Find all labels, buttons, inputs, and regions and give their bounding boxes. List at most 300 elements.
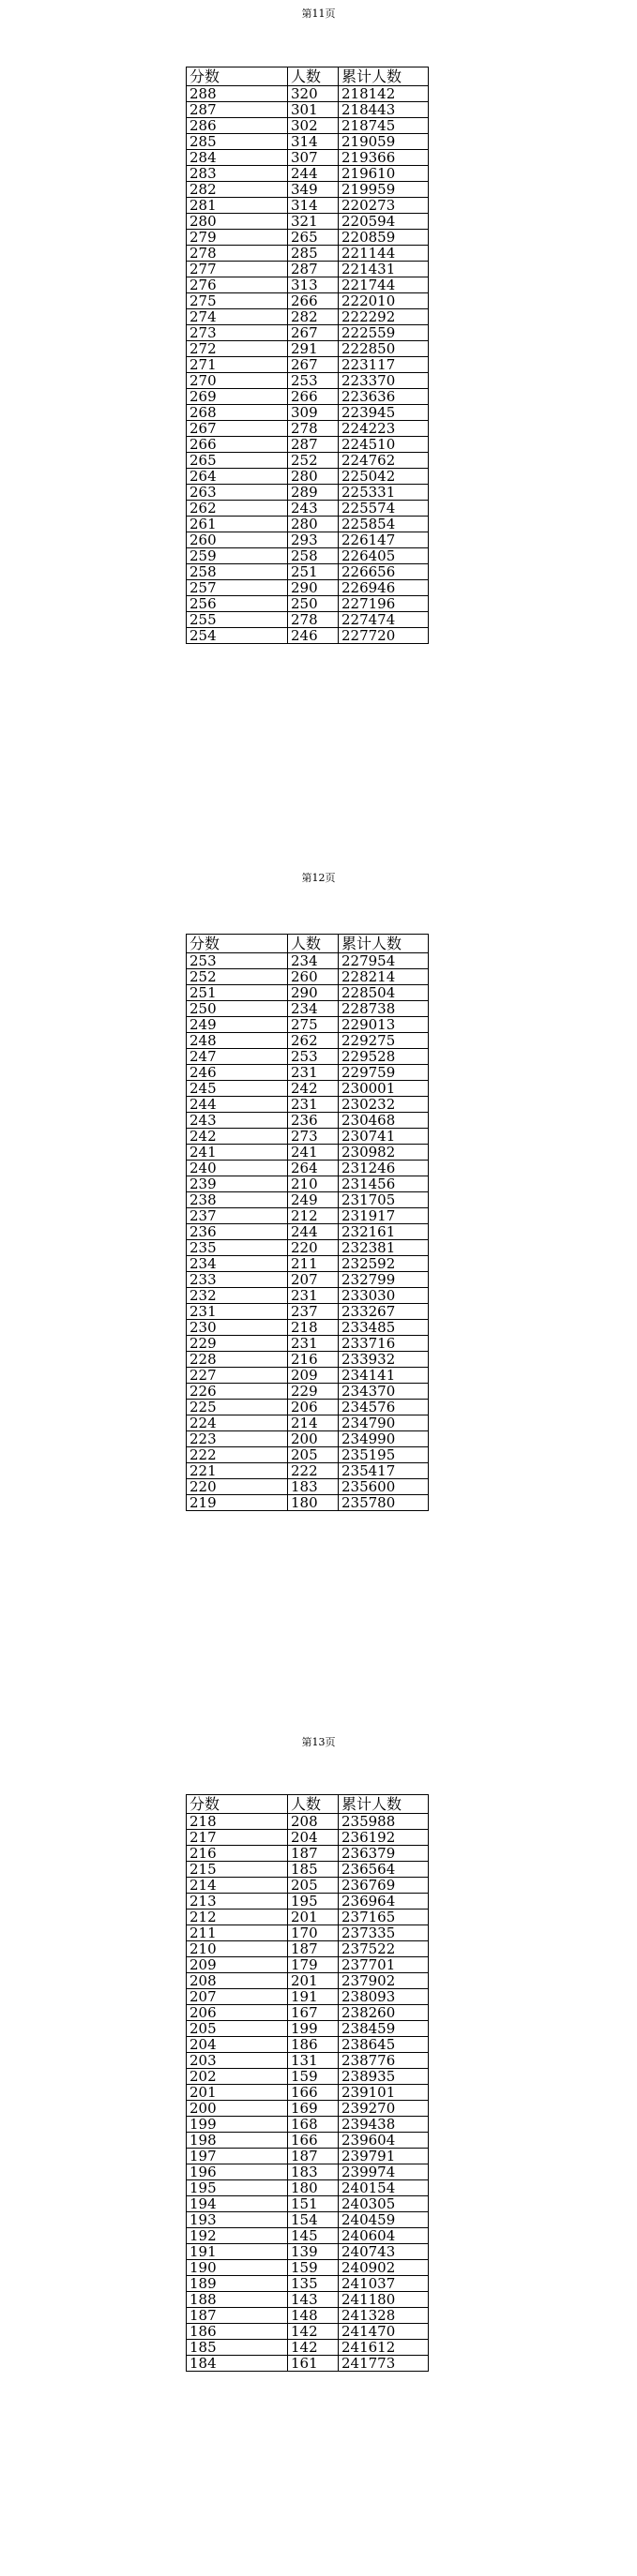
cell-count: 293	[288, 532, 339, 548]
cell-cumulative: 233716	[339, 1336, 429, 1352]
cell-score: 210	[187, 1941, 288, 1957]
cell-cumulative: 222559	[339, 325, 429, 341]
cell-score: 275	[187, 293, 288, 309]
table-row	[187, 580, 429, 596]
cell-cumulative: 222010	[339, 293, 429, 309]
cell-cumulative: 223636	[339, 389, 429, 405]
cell-score: 280	[187, 214, 288, 230]
cell-count: 169	[288, 2101, 339, 2117]
cell-score: 221	[187, 1463, 288, 1479]
score-table	[186, 67, 429, 644]
table-row	[187, 1097, 429, 1113]
cell-cumulative: 220594	[339, 214, 429, 230]
cell-count: 285	[288, 246, 339, 262]
cell-score: 237	[187, 1208, 288, 1224]
table-row	[187, 341, 429, 357]
cell-count: 301	[288, 102, 339, 118]
cell-cumulative: 225854	[339, 517, 429, 532]
cell-cumulative: 234141	[339, 1368, 429, 1384]
cell-count: 187	[288, 1846, 339, 1862]
cell-score: 251	[187, 985, 288, 1001]
cell-count: 266	[288, 293, 339, 309]
cell-count: 244	[288, 166, 339, 182]
table-row	[187, 1256, 429, 1272]
cell-cumulative: 237701	[339, 1957, 429, 1973]
page-label: 第12页	[301, 872, 336, 884]
cell-count: 231	[288, 1336, 339, 1352]
cell-cumulative: 228214	[339, 969, 429, 985]
table-row	[187, 2340, 429, 2356]
cell-score: 230	[187, 1320, 288, 1336]
table-row	[187, 1830, 429, 1846]
cell-cumulative: 234370	[339, 1384, 429, 1400]
cell-score: 203	[187, 2053, 288, 2069]
cell-score: 211	[187, 1925, 288, 1941]
cell-cumulative: 222292	[339, 309, 429, 325]
cell-cumulative: 235417	[339, 1463, 429, 1479]
cell-cumulative: 231456	[339, 1176, 429, 1192]
cell-score: 187	[187, 2308, 288, 2324]
cell-cumulative: 226405	[339, 548, 429, 564]
cell-count: 167	[288, 2005, 339, 2021]
table-row	[187, 564, 429, 580]
cell-cumulative: 237335	[339, 1925, 429, 1941]
table-row	[187, 1973, 429, 1989]
cell-score: 192	[187, 2228, 288, 2244]
cell-score: 231	[187, 1304, 288, 1320]
cell-count: 212	[288, 1208, 339, 1224]
cell-cumulative: 221744	[339, 277, 429, 293]
cell-score: 217	[187, 1830, 288, 1846]
cell-score: 260	[187, 532, 288, 548]
cell-score: 262	[187, 501, 288, 517]
cell-cumulative: 235195	[339, 1447, 429, 1463]
cell-cumulative: 220273	[339, 198, 429, 214]
table-row	[187, 2005, 429, 2021]
cell-count: 159	[288, 2069, 339, 2085]
cell-count: 205	[288, 1878, 339, 1894]
table-row	[187, 2324, 429, 2340]
table-row	[187, 1957, 429, 1973]
cell-score: 286	[187, 118, 288, 134]
table-row	[187, 198, 429, 214]
cell-count: 195	[288, 1894, 339, 1910]
cell-count: 242	[288, 1081, 339, 1097]
header-score: 分数	[187, 1795, 288, 1814]
cell-score: 220	[187, 1479, 288, 1495]
cell-count: 250	[288, 596, 339, 612]
cell-score: 208	[187, 1973, 288, 1989]
cell-count: 222	[288, 1463, 339, 1479]
cell-count: 210	[288, 1176, 339, 1192]
table-row	[187, 2053, 429, 2069]
cell-count: 142	[288, 2340, 339, 2356]
cell-count: 249	[288, 1192, 339, 1208]
table-row	[187, 2308, 429, 2324]
cell-score: 233	[187, 1272, 288, 1288]
cell-count: 314	[288, 198, 339, 214]
cell-score: 209	[187, 1957, 288, 1973]
cell-score: 242	[187, 1129, 288, 1145]
page-label: 第13页	[301, 1736, 336, 1748]
cell-score: 279	[187, 230, 288, 246]
cell-score: 226	[187, 1384, 288, 1400]
table-row	[187, 1846, 429, 1862]
table-row	[187, 2069, 429, 2085]
cell-cumulative: 238260	[339, 2005, 429, 2021]
table-row	[187, 421, 429, 437]
table-row	[187, 612, 429, 628]
cell-count: 170	[288, 1925, 339, 1941]
cell-count: 260	[288, 969, 339, 985]
score-table	[186, 1794, 429, 2372]
cell-score: 285	[187, 134, 288, 150]
cell-cumulative: 241328	[339, 2308, 429, 2324]
table-row	[187, 501, 429, 517]
table-row	[187, 1240, 429, 1256]
cell-count: 282	[288, 309, 339, 325]
cell-cumulative: 222850	[339, 341, 429, 357]
cell-count: 229	[288, 1384, 339, 1400]
table-row	[187, 86, 429, 102]
cell-score: 224	[187, 1415, 288, 1431]
cell-cumulative: 221431	[339, 262, 429, 277]
cell-cumulative: 240459	[339, 2212, 429, 2228]
cell-count: 309	[288, 405, 339, 421]
table-row	[187, 1113, 429, 1129]
cell-cumulative: 233932	[339, 1352, 429, 1368]
table-row	[187, 150, 429, 166]
cell-count: 234	[288, 953, 339, 969]
cell-score: 186	[187, 2324, 288, 2340]
cell-score: 288	[187, 86, 288, 102]
cell-count: 151	[288, 2196, 339, 2212]
cell-cumulative: 225042	[339, 469, 429, 485]
cell-cumulative: 239438	[339, 2117, 429, 2133]
cell-count: 142	[288, 2324, 339, 2340]
table-header-row	[187, 67, 429, 86]
cell-cumulative: 239101	[339, 2085, 429, 2101]
cell-cumulative: 236379	[339, 1846, 429, 1862]
cell-count: 280	[288, 469, 339, 485]
cell-cumulative: 232381	[339, 1240, 429, 1256]
cell-score: 236	[187, 1224, 288, 1240]
cell-score: 282	[187, 182, 288, 198]
cell-count: 302	[288, 118, 339, 134]
cell-count: 267	[288, 357, 339, 373]
score-table	[186, 934, 429, 1511]
cell-cumulative: 236769	[339, 1878, 429, 1894]
table-row	[187, 2228, 429, 2244]
table-row	[187, 1368, 429, 1384]
cell-cumulative: 227720	[339, 628, 429, 644]
table-row	[187, 2133, 429, 2149]
cell-count: 236	[288, 1113, 339, 1129]
cell-score: 234	[187, 1256, 288, 1272]
cell-count: 166	[288, 2085, 339, 2101]
cell-score: 189	[187, 2276, 288, 2292]
cell-cumulative: 238645	[339, 2037, 429, 2053]
cell-count: 207	[288, 1272, 339, 1288]
table-row	[187, 1352, 429, 1368]
header-cumulative: 累计人数	[339, 935, 429, 953]
cell-score: 212	[187, 1910, 288, 1925]
cell-cumulative: 233267	[339, 1304, 429, 1320]
cell-score: 243	[187, 1113, 288, 1129]
cell-score: 197	[187, 2149, 288, 2164]
cell-cumulative: 219059	[339, 134, 429, 150]
cell-count: 253	[288, 1049, 339, 1065]
cell-cumulative: 227196	[339, 596, 429, 612]
cell-cumulative: 235988	[339, 1814, 429, 1830]
cell-count: 209	[288, 1368, 339, 1384]
cell-score: 199	[187, 2117, 288, 2133]
cell-score: 227	[187, 1368, 288, 1384]
table-row	[187, 1925, 429, 1941]
header-count: 人数	[288, 1795, 339, 1814]
cell-cumulative: 230741	[339, 1129, 429, 1145]
cell-score: 276	[187, 277, 288, 293]
table-row	[187, 437, 429, 453]
cell-score: 215	[187, 1862, 288, 1878]
cell-count: 206	[288, 1400, 339, 1415]
cell-score: 239	[187, 1176, 288, 1192]
cell-score: 257	[187, 580, 288, 596]
cell-cumulative: 232161	[339, 1224, 429, 1240]
cell-count: 218	[288, 1320, 339, 1336]
cell-count: 200	[288, 1431, 339, 1447]
cell-count: 211	[288, 1256, 339, 1272]
cell-count: 273	[288, 1129, 339, 1145]
cell-score: 213	[187, 1894, 288, 1910]
cell-cumulative: 227954	[339, 953, 429, 969]
cell-count: 275	[288, 1017, 339, 1033]
cell-count: 204	[288, 1830, 339, 1846]
table-row	[187, 118, 429, 134]
cell-score: 252	[187, 969, 288, 985]
cell-cumulative: 238935	[339, 2069, 429, 2085]
table-row	[187, 1192, 429, 1208]
cell-cumulative: 218142	[339, 86, 429, 102]
cell-score: 228	[187, 1352, 288, 1368]
cell-score: 254	[187, 628, 288, 644]
cell-count: 231	[288, 1097, 339, 1113]
table-row	[187, 1336, 429, 1352]
table-row	[187, 309, 429, 325]
table-row	[187, 1161, 429, 1176]
cell-cumulative: 240902	[339, 2260, 429, 2276]
cell-cumulative: 233485	[339, 1320, 429, 1336]
cell-score: 223	[187, 1431, 288, 1447]
table-row	[187, 246, 429, 262]
cell-score: 188	[187, 2292, 288, 2308]
table-row	[187, 1941, 429, 1957]
cell-count: 148	[288, 2308, 339, 2324]
table-row	[187, 1415, 429, 1431]
table-row	[187, 485, 429, 501]
cell-cumulative: 219610	[339, 166, 429, 182]
cell-score: 268	[187, 405, 288, 421]
cell-score: 258	[187, 564, 288, 580]
cell-score: 196	[187, 2164, 288, 2180]
cell-score: 244	[187, 1097, 288, 1113]
cell-cumulative: 218443	[339, 102, 429, 118]
cell-score: 247	[187, 1049, 288, 1065]
cell-cumulative: 226147	[339, 532, 429, 548]
table-row	[187, 1049, 429, 1065]
cell-score: 267	[187, 421, 288, 437]
table-row	[187, 2180, 429, 2196]
cell-score: 193	[187, 2212, 288, 2228]
cell-cumulative: 234790	[339, 1415, 429, 1431]
cell-cumulative: 240743	[339, 2244, 429, 2260]
cell-count: 266	[288, 389, 339, 405]
cell-score: 184	[187, 2356, 288, 2372]
table-row	[187, 1384, 429, 1400]
cell-count: 199	[288, 2021, 339, 2037]
cell-count: 251	[288, 564, 339, 580]
table-row	[187, 357, 429, 373]
table-row	[187, 1447, 429, 1463]
header-score: 分数	[187, 67, 288, 86]
cell-count: 131	[288, 2053, 339, 2069]
cell-score: 207	[187, 1989, 288, 2005]
table-row	[187, 1479, 429, 1495]
table-row	[187, 405, 429, 421]
table-row	[187, 453, 429, 469]
cell-cumulative: 241773	[339, 2356, 429, 2372]
table-row	[187, 2276, 429, 2292]
cell-count: 180	[288, 2180, 339, 2196]
cell-cumulative: 230232	[339, 1097, 429, 1113]
header-cumulative: 累计人数	[339, 1795, 429, 1814]
table-row	[187, 1878, 429, 1894]
cell-cumulative: 220859	[339, 230, 429, 246]
table-row	[187, 2021, 429, 2037]
cell-cumulative: 235600	[339, 1479, 429, 1495]
cell-count: 143	[288, 2292, 339, 2308]
cell-cumulative: 229528	[339, 1049, 429, 1065]
cell-count: 243	[288, 501, 339, 517]
table-row	[187, 1081, 429, 1097]
cell-count: 246	[288, 628, 339, 644]
cell-cumulative: 223945	[339, 405, 429, 421]
cell-count: 265	[288, 230, 339, 246]
cell-cumulative: 235780	[339, 1495, 429, 1511]
table-header-row	[187, 1795, 429, 1814]
cell-cumulative: 233030	[339, 1288, 429, 1304]
cell-score: 277	[187, 262, 288, 277]
cell-count: 231	[288, 1288, 339, 1304]
cell-score: 253	[187, 953, 288, 969]
cell-count: 185	[288, 1862, 339, 1878]
cell-count: 264	[288, 1161, 339, 1176]
cell-cumulative: 236192	[339, 1830, 429, 1846]
table-row	[187, 953, 429, 969]
cell-cumulative: 234990	[339, 1431, 429, 1447]
table-row	[187, 102, 429, 118]
cell-score: 205	[187, 2021, 288, 2037]
table-row	[187, 1495, 429, 1511]
table-row	[187, 1989, 429, 2005]
cell-cumulative: 240305	[339, 2196, 429, 2212]
table-row	[187, 469, 429, 485]
cell-cumulative: 223117	[339, 357, 429, 373]
table-row	[187, 1288, 429, 1304]
table-row	[187, 1129, 429, 1145]
cell-score: 185	[187, 2340, 288, 2356]
header-count: 人数	[288, 67, 339, 86]
cell-score: 249	[187, 1017, 288, 1033]
table-row	[187, 1894, 429, 1910]
cell-cumulative: 228738	[339, 1001, 429, 1017]
cell-score: 261	[187, 517, 288, 532]
cell-cumulative: 237902	[339, 1973, 429, 1989]
table-row	[187, 969, 429, 985]
header-cumulative: 累计人数	[339, 67, 429, 86]
cell-score: 273	[187, 325, 288, 341]
table-row	[187, 2164, 429, 2180]
table-row	[187, 628, 429, 644]
cell-score: 278	[187, 246, 288, 262]
cell-count: 191	[288, 1989, 339, 2005]
table-row	[187, 1400, 429, 1415]
table-row	[187, 1910, 429, 1925]
cell-cumulative: 224510	[339, 437, 429, 453]
table-row	[187, 1065, 429, 1081]
cell-score: 232	[187, 1288, 288, 1304]
cell-cumulative: 238459	[339, 2021, 429, 2037]
cell-cumulative: 225574	[339, 501, 429, 517]
table-row	[187, 1814, 429, 1830]
table-row	[187, 262, 429, 277]
table-row	[187, 214, 429, 230]
cell-cumulative: 239604	[339, 2133, 429, 2149]
cell-cumulative: 229759	[339, 1065, 429, 1081]
table-row	[187, 532, 429, 548]
table-row	[187, 548, 429, 564]
cell-count: 205	[288, 1447, 339, 1463]
cell-count: 161	[288, 2356, 339, 2372]
cell-score: 281	[187, 198, 288, 214]
cell-score: 250	[187, 1001, 288, 1017]
cell-cumulative: 232799	[339, 1272, 429, 1288]
table-row	[187, 2085, 429, 2101]
cell-count: 187	[288, 2149, 339, 2164]
cell-count: 166	[288, 2133, 339, 2149]
cell-count: 220	[288, 1240, 339, 1256]
cell-score: 238	[187, 1192, 288, 1208]
cell-count: 278	[288, 612, 339, 628]
cell-cumulative: 219959	[339, 182, 429, 198]
cell-count: 244	[288, 1224, 339, 1240]
cell-cumulative: 231246	[339, 1161, 429, 1176]
cell-count: 135	[288, 2276, 339, 2292]
cell-count: 216	[288, 1352, 339, 1368]
table-row	[187, 1224, 429, 1240]
cell-score: 283	[187, 166, 288, 182]
cell-cumulative: 228504	[339, 985, 429, 1001]
table-row	[187, 2101, 429, 2117]
cell-cumulative: 236964	[339, 1894, 429, 1910]
cell-score: 274	[187, 309, 288, 325]
cell-score: 198	[187, 2133, 288, 2149]
cell-score: 287	[187, 102, 288, 118]
table-row	[187, 230, 429, 246]
cell-score: 246	[187, 1065, 288, 1081]
table-row	[187, 1033, 429, 1049]
cell-count: 267	[288, 325, 339, 341]
